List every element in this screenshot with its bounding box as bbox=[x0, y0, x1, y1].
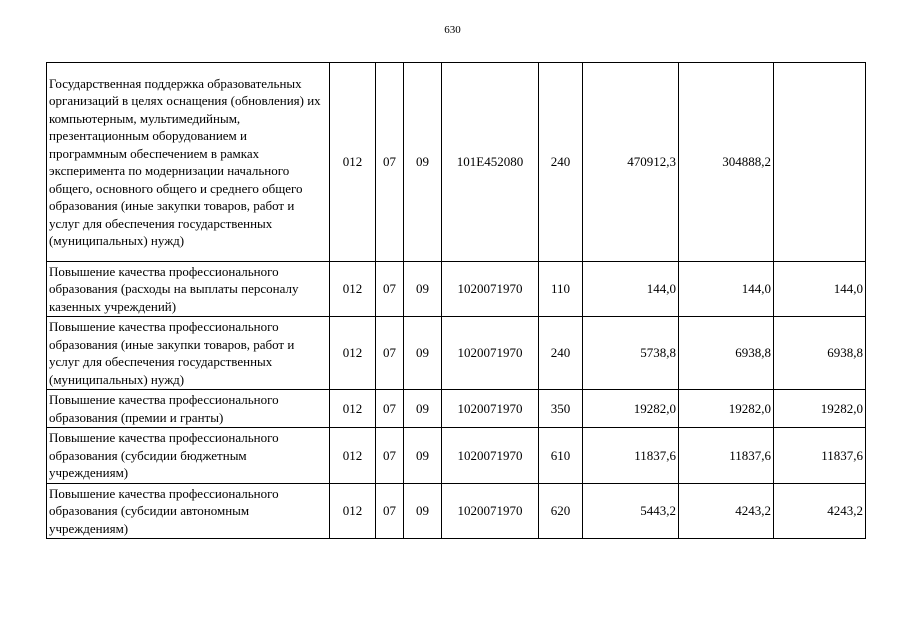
amount-2-cell: 19282,0 bbox=[679, 390, 774, 428]
expense-type-cell: 350 bbox=[539, 390, 583, 428]
target-article-cell: 101E452080 bbox=[442, 63, 539, 262]
section-code-cell: 07 bbox=[376, 390, 404, 428]
expense-name-cell: Повышение качества профессионального образования (субсидии бюджетным учреждениям) bbox=[47, 428, 330, 484]
amount-2-cell: 304888,2 bbox=[679, 63, 774, 262]
amount-3-cell: 19282,0 bbox=[774, 390, 866, 428]
expense-type-cell: 610 bbox=[539, 428, 583, 484]
expense-type-cell: 620 bbox=[539, 484, 583, 539]
amount-1-cell: 144,0 bbox=[583, 262, 679, 317]
expense-name-cell: Повышение качества профессионального образования (иные закупки товаров, работ и услуг для обеспечения государственных (муниципальных) нужд) bbox=[47, 317, 330, 390]
expense-type-cell: 110 bbox=[539, 262, 583, 317]
subsection-code-cell: 09 bbox=[404, 63, 442, 262]
amount-2-cell: 11837,6 bbox=[679, 428, 774, 484]
ministry-code-cell: 012 bbox=[330, 317, 376, 390]
amount-1-cell: 11837,6 bbox=[583, 428, 679, 484]
expense-name-cell: Повышение качества профессионального образования (премии и гранты) bbox=[47, 390, 330, 428]
amount-1-cell: 470912,3 bbox=[583, 63, 679, 262]
target-article-cell: 1020071970 bbox=[442, 262, 539, 317]
ministry-code-cell: 012 bbox=[330, 63, 376, 262]
amount-2-cell: 4243,2 bbox=[679, 484, 774, 539]
table-row bbox=[47, 317, 866, 390]
table-row bbox=[47, 63, 866, 262]
table-row bbox=[47, 484, 866, 539]
ministry-code-cell: 012 bbox=[330, 390, 376, 428]
section-code-cell: 07 bbox=[376, 317, 404, 390]
amount-3-cell: 11837,6 bbox=[774, 428, 866, 484]
page-number: 630 bbox=[444, 24, 461, 36]
amount-2-cell: 144,0 bbox=[679, 262, 774, 317]
section-code-cell: 07 bbox=[376, 262, 404, 317]
section-code-cell: 07 bbox=[376, 63, 404, 262]
subsection-code-cell: 09 bbox=[404, 484, 442, 539]
ministry-code-cell: 012 bbox=[330, 428, 376, 484]
target-article-cell: 1020071970 bbox=[442, 390, 539, 428]
subsection-code-cell: 09 bbox=[404, 317, 442, 390]
subsection-code-cell: 09 bbox=[404, 262, 442, 317]
expense-name-cell: Повышение качества профессионального образования (расходы на выплаты персоналу казенных учреждений) bbox=[47, 262, 330, 317]
subsection-code-cell: 09 bbox=[404, 390, 442, 428]
section-code-cell: 07 bbox=[376, 484, 404, 539]
subsection-code-cell: 09 bbox=[404, 428, 442, 484]
budget-table bbox=[46, 62, 866, 539]
amount-2-cell: 6938,8 bbox=[679, 317, 774, 390]
expense-type-cell: 240 bbox=[539, 63, 583, 262]
amount-1-cell: 5443,2 bbox=[583, 484, 679, 539]
ministry-code-cell: 012 bbox=[330, 484, 376, 539]
target-article-cell: 1020071970 bbox=[442, 484, 539, 539]
expense-type-cell: 240 bbox=[539, 317, 583, 390]
table-row bbox=[47, 390, 866, 428]
amount-1-cell: 19282,0 bbox=[583, 390, 679, 428]
expense-name-cell: Государственная поддержка образовательных организаций в целях оснащения (обновления) их компьютерным, мультимедийным, презентационным оборудованием и программным обеспечением в рамках эксперимента по модернизации начального общего, основного общего и среднего общего образования (иные закупки товаров, работ и услуг для обеспечения государственных (муниципальных) нужд) bbox=[47, 63, 330, 262]
amount-3-cell: 6938,8 bbox=[774, 317, 866, 390]
amount-1-cell: 5738,8 bbox=[583, 317, 679, 390]
expense-name-cell: Повышение качества профессионального образования (субсидии автономным учреждениям) bbox=[47, 484, 330, 539]
table-row bbox=[47, 262, 866, 317]
target-article-cell: 1020071970 bbox=[442, 317, 539, 390]
section-code-cell: 07 bbox=[376, 428, 404, 484]
ministry-code-cell: 012 bbox=[330, 262, 376, 317]
amount-3-cell bbox=[774, 63, 866, 262]
amount-3-cell: 4243,2 bbox=[774, 484, 866, 539]
table-row bbox=[47, 428, 866, 484]
amount-3-cell: 144,0 bbox=[774, 262, 866, 317]
target-article-cell: 1020071970 bbox=[442, 428, 539, 484]
